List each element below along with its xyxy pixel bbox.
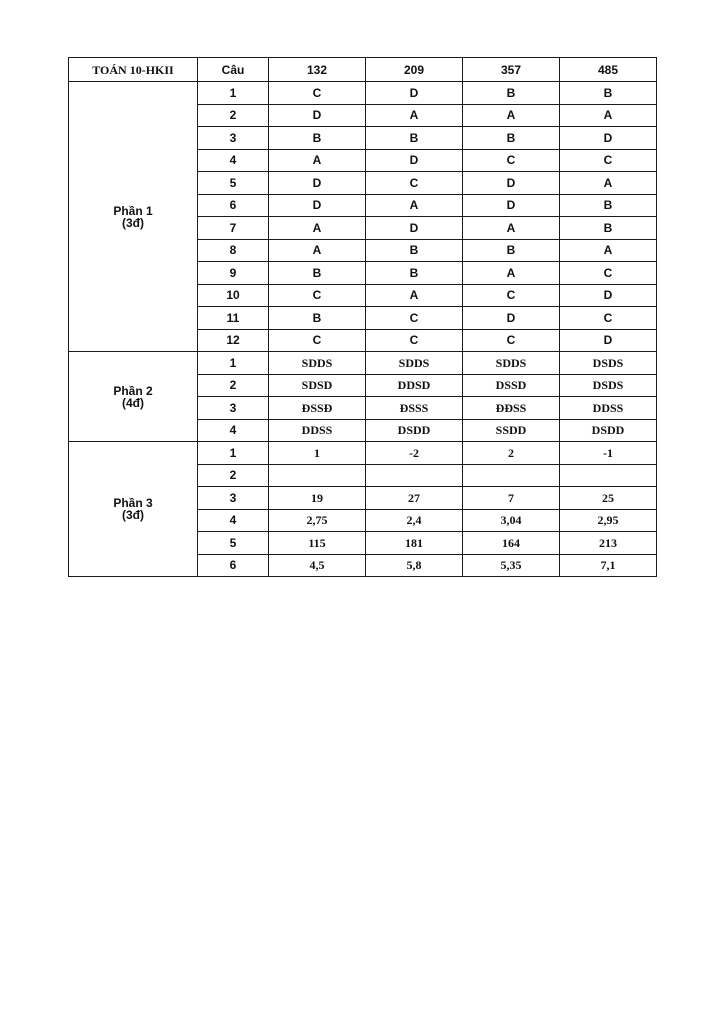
answer-cell [463, 464, 560, 487]
answer-cell: C [560, 307, 657, 330]
answer-cell: B [463, 82, 560, 105]
exam-code-header: 357 [463, 58, 560, 82]
question-number: 5 [198, 172, 269, 195]
answer-cell: -1 [560, 442, 657, 465]
answer-cell: A [366, 104, 463, 127]
answer-cell: SSDD [463, 419, 560, 442]
answer-cell: B [269, 127, 366, 150]
section-label [69, 442, 198, 577]
answer-cell: B [366, 127, 463, 150]
exam-code-header: 132 [269, 58, 366, 82]
question-number: 9 [198, 262, 269, 285]
answer-cell: A [269, 239, 366, 262]
section-name: Phần 3 [113, 496, 153, 510]
answer-cell: B [366, 239, 463, 262]
answer-cell: 3,04 [463, 509, 560, 532]
answer-cell: 213 [560, 532, 657, 555]
answer-cell: C [463, 149, 560, 172]
answer-cell: DDSD [366, 374, 463, 397]
answer-cell [269, 464, 366, 487]
answer-cell: D [269, 194, 366, 217]
answer-cell: 2,95 [560, 509, 657, 532]
answer-cell: ĐSSĐ [269, 397, 366, 420]
answer-cell: 1 [269, 442, 366, 465]
answer-cell: C [463, 284, 560, 307]
question-number: 12 [198, 329, 269, 352]
answer-cell: 115 [269, 532, 366, 555]
question-number: 5 [198, 532, 269, 555]
question-number: 2 [198, 374, 269, 397]
answer-cell: DDSS [560, 397, 657, 420]
answer-cell: SDSD [269, 374, 366, 397]
question-number: 10 [198, 284, 269, 307]
question-number: 1 [198, 442, 269, 465]
answer-cell: C [366, 307, 463, 330]
answer-cell: C [269, 284, 366, 307]
answer-cell: B [560, 217, 657, 240]
question-number: 4 [198, 419, 269, 442]
answer-cell: ĐSSS [366, 397, 463, 420]
answer-cell: A [463, 217, 560, 240]
answer-cell [560, 464, 657, 487]
answer-cell: SDDS [366, 352, 463, 375]
answer-cell: 181 [366, 532, 463, 555]
answer-key-sheet [68, 57, 656, 577]
answer-cell: D [366, 149, 463, 172]
answer-cell: A [560, 239, 657, 262]
exam-code-header: 485 [560, 58, 657, 82]
answer-cell: B [366, 262, 463, 285]
answer-key-table [68, 57, 657, 577]
answer-cell: D [560, 127, 657, 150]
question-number: 4 [198, 149, 269, 172]
question-number: 3 [198, 487, 269, 510]
answer-cell: DDSS [269, 419, 366, 442]
answer-cell: 19 [269, 487, 366, 510]
table-row [69, 352, 657, 375]
table-row [69, 442, 657, 465]
answer-cell: D [366, 82, 463, 105]
answer-cell: C [560, 149, 657, 172]
answer-cell: 2 [463, 442, 560, 465]
answer-cell: A [366, 284, 463, 307]
answer-cell: D [560, 329, 657, 352]
answer-cell: C [560, 262, 657, 285]
question-number: 3 [198, 397, 269, 420]
header-row [69, 58, 657, 82]
question-number: 1 [198, 352, 269, 375]
answer-cell: B [463, 239, 560, 262]
answer-cell: B [463, 127, 560, 150]
answer-cell: 5,35 [463, 554, 560, 577]
answer-cell: A [463, 262, 560, 285]
answer-cell: D [463, 172, 560, 195]
answer-cell: A [269, 149, 366, 172]
question-number: 11 [198, 307, 269, 330]
question-number: 6 [198, 194, 269, 217]
question-number: 1 [198, 82, 269, 105]
answer-cell: SDDS [463, 352, 560, 375]
answer-cell: 2,4 [366, 509, 463, 532]
answer-cell: SDDS [269, 352, 366, 375]
section-label [69, 352, 198, 442]
question-column-header: Câu [198, 58, 269, 82]
answer-cell: 164 [463, 532, 560, 555]
question-number: 2 [198, 104, 269, 127]
answer-cell: 25 [560, 487, 657, 510]
question-number: 4 [198, 509, 269, 532]
answer-cell: DSDD [366, 419, 463, 442]
answer-cell: DSSD [463, 374, 560, 397]
answer-cell: B [560, 82, 657, 105]
answer-cell: -2 [366, 442, 463, 465]
question-number: 2 [198, 464, 269, 487]
section-points: (3đ) [122, 508, 144, 522]
answer-cell: 2,75 [269, 509, 366, 532]
answer-cell: 7 [463, 487, 560, 510]
question-number: 6 [198, 554, 269, 577]
table-row [69, 82, 657, 105]
answer-cell: A [560, 172, 657, 195]
answer-cell [366, 464, 463, 487]
answer-cell: D [269, 172, 366, 195]
answer-cell: C [269, 82, 366, 105]
answer-cell: C [366, 172, 463, 195]
table-title: TOÁN 10-HKII [69, 58, 198, 82]
answer-cell: 27 [366, 487, 463, 510]
answer-cell: DSDD [560, 419, 657, 442]
answer-cell: 7,1 [560, 554, 657, 577]
answer-cell: DSDS [560, 352, 657, 375]
answer-cell: ĐĐSS [463, 397, 560, 420]
answer-cell: A [366, 194, 463, 217]
answer-cell: D [366, 217, 463, 240]
answer-cell: 5,8 [366, 554, 463, 577]
answer-cell: B [560, 194, 657, 217]
answer-cell: B [269, 307, 366, 330]
answer-cell: D [463, 194, 560, 217]
question-number: 7 [198, 217, 269, 240]
answer-cell: A [463, 104, 560, 127]
answer-cell: A [560, 104, 657, 127]
answer-cell: D [269, 104, 366, 127]
section-points: (3đ) [122, 215, 144, 230]
answer-cell: D [463, 307, 560, 330]
answer-cell: C [366, 329, 463, 352]
answer-cell: C [269, 329, 366, 352]
answer-cell: 4,5 [269, 554, 366, 577]
answer-cell: A [269, 217, 366, 240]
section-points: (4đ) [122, 395, 144, 410]
answer-key-body [69, 82, 657, 577]
section-name: Phần 2 [113, 383, 153, 398]
answer-cell: C [463, 329, 560, 352]
question-number: 8 [198, 239, 269, 262]
answer-cell: DSDS [560, 374, 657, 397]
answer-cell: B [269, 262, 366, 285]
section-label [69, 82, 198, 352]
answer-cell: D [560, 284, 657, 307]
question-number: 3 [198, 127, 269, 150]
section-name: Phần 1 [113, 203, 153, 218]
exam-code-header: 209 [366, 58, 463, 82]
